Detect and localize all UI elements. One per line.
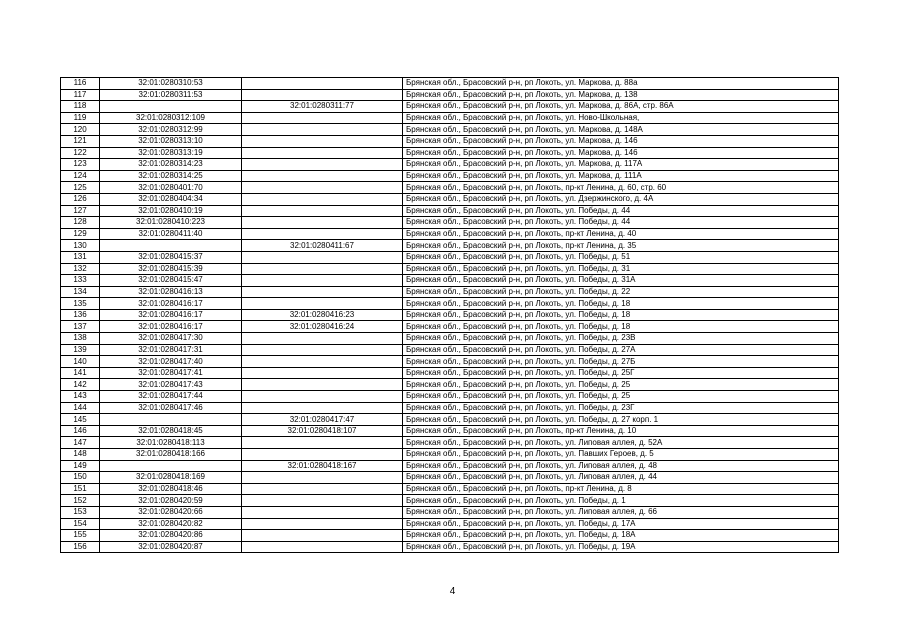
table-row (61, 89, 839, 101)
row-number-cell: 151 (61, 483, 100, 495)
cadastral-number-cell: 32:01:0280410:223 (100, 217, 242, 229)
related-cadastral-number-cell (242, 263, 403, 275)
related-cadastral-number-cell (242, 286, 403, 298)
table-row (61, 286, 839, 298)
related-cadastral-number-cell (242, 275, 403, 287)
related-cadastral-number-cell (242, 449, 403, 461)
address-cell: Брянская обл., Брасовский р-н, рп Локоть, ул. Маркова, д. 148А (403, 124, 839, 136)
related-cadastral-number-cell: 32:01:0280311:77 (242, 101, 403, 113)
related-cadastral-number-cell (242, 344, 403, 356)
related-cadastral-number-cell (242, 506, 403, 518)
address-cell: Брянская обл., Брасовский р-н, рп Локоть, ул. Победы, д. 51 (403, 251, 839, 263)
row-number-cell: 154 (61, 518, 100, 530)
table-row (61, 159, 839, 171)
cadastral-number-cell: 32:01:0280415:37 (100, 251, 242, 263)
related-cadastral-number-cell (242, 472, 403, 484)
related-cadastral-number-cell (242, 124, 403, 136)
table-row (61, 263, 839, 275)
address-cell: Брянская обл., Брасовский р-н, рп Локоть, ул. Победы, д. 22 (403, 286, 839, 298)
cadastral-number-cell: 32:01:0280420:87 (100, 541, 242, 553)
row-number-cell: 140 (61, 356, 100, 368)
address-cell: Брянская обл., Брасовский р-н, рп Локоть, ул. Победы, д. 31А (403, 275, 839, 287)
cadastral-number-cell: 32:01:0280417:41 (100, 367, 242, 379)
table-row (61, 321, 839, 333)
table-row (61, 483, 839, 495)
related-cadastral-number-cell (242, 437, 403, 449)
address-cell: Брянская обл., Брасовский р-н, рп Локоть, ул. Липовая аллея, д. 66 (403, 506, 839, 518)
cadastral-number-cell: 32:01:0280411:40 (100, 228, 242, 240)
table-row (61, 101, 839, 113)
address-cell: Брянская обл., Брасовский р-н, рп Локоть, ул. Липовая аллея, д. 52А (403, 437, 839, 449)
cadastral-number-cell: 32:01:0280416:17 (100, 321, 242, 333)
related-cadastral-number-cell (242, 483, 403, 495)
table-row (61, 309, 839, 321)
row-number-cell: 135 (61, 298, 100, 310)
row-number-cell: 137 (61, 321, 100, 333)
cadastral-number-cell: 32:01:0280417:44 (100, 391, 242, 403)
related-cadastral-number-cell: 32:01:0280416:23 (242, 309, 403, 321)
table-row (61, 367, 839, 379)
row-number-cell: 145 (61, 414, 100, 426)
cadastral-number-cell (100, 460, 242, 472)
row-number-cell: 126 (61, 193, 100, 205)
address-cell: Брянская обл., Брасовский р-н, рп Локоть, ул. Победы, д. 18 (403, 309, 839, 321)
address-cell: Брянская обл., Брасовский р-н, рп Локоть, пр-кт Ленина, д. 40 (403, 228, 839, 240)
row-number-cell: 132 (61, 263, 100, 275)
table-row (61, 437, 839, 449)
table-row (61, 344, 839, 356)
row-number-cell: 134 (61, 286, 100, 298)
cadastral-number-cell (100, 414, 242, 426)
table-row (61, 460, 839, 472)
related-cadastral-number-cell (242, 495, 403, 507)
address-cell: Брянская обл., Брасовский р-н, рп Локоть, пр-кт Ленина, д. 8 (403, 483, 839, 495)
row-number-cell: 127 (61, 205, 100, 217)
address-cell: Брянская обл., Брасовский р-н, рп Локоть, ул. Павших Героев, д. 5 (403, 449, 839, 461)
table-row (61, 495, 839, 507)
row-number-cell: 139 (61, 344, 100, 356)
table-row (61, 541, 839, 553)
related-cadastral-number-cell (242, 367, 403, 379)
row-number-cell: 148 (61, 449, 100, 461)
related-cadastral-number-cell (242, 518, 403, 530)
related-cadastral-number-cell: 32:01:0280418:167 (242, 460, 403, 472)
cadastral-number-cell: 32:01:0280416:17 (100, 309, 242, 321)
related-cadastral-number-cell: 32:01:0280417:47 (242, 414, 403, 426)
related-cadastral-number-cell (242, 391, 403, 403)
cadastral-number-cell: 32:01:0280401:70 (100, 182, 242, 194)
address-cell: Брянская обл., Брасовский р-н, рп Локоть, ул. Победы, д. 27А (403, 344, 839, 356)
address-cell: Брянская обл., Брасовский р-н, рп Локоть, ул. Победы, д. 23В (403, 333, 839, 345)
table-row (61, 402, 839, 414)
address-cell: Брянская обл., Брасовский р-н, рп Локоть, пр-кт Ленина, д. 60, стр. 60 (403, 182, 839, 194)
related-cadastral-number-cell (242, 193, 403, 205)
row-number-cell: 129 (61, 228, 100, 240)
related-cadastral-number-cell: 32:01:0280418:107 (242, 425, 403, 437)
table-row (61, 275, 839, 287)
related-cadastral-number-cell (242, 89, 403, 101)
table-row (61, 298, 839, 310)
row-number-cell: 147 (61, 437, 100, 449)
cadastral-number-cell: 32:01:0280410:19 (100, 205, 242, 217)
address-cell: Брянская обл., Брасовский р-н, рп Локоть, пр-кт Ленина, д. 35 (403, 240, 839, 252)
table-row (61, 518, 839, 530)
related-cadastral-number-cell (242, 159, 403, 171)
address-cell: Брянская обл., Брасовский р-н, рп Локоть, ул. Маркова, д. 138 (403, 89, 839, 101)
table-row (61, 78, 839, 90)
cadastral-number-cell: 32:01:0280404:34 (100, 193, 242, 205)
related-cadastral-number-cell (242, 228, 403, 240)
cadastral-number-cell: 32:01:0280420:59 (100, 495, 242, 507)
cadastral-number-cell: 32:01:0280417:43 (100, 379, 242, 391)
address-cell: Брянская обл., Брасовский р-н, рп Локоть, ул. Липовая аллея, д. 44 (403, 472, 839, 484)
cadastral-table (60, 77, 839, 553)
related-cadastral-number-cell (242, 147, 403, 159)
table-row (61, 414, 839, 426)
row-number-cell: 144 (61, 402, 100, 414)
address-cell: Брянская обл., Брасовский р-н, рп Локоть, ул. Маркова, д. 88а (403, 78, 839, 90)
address-cell: Брянская обл., Брасовский р-н, рп Локоть, ул. Победы, д. 27Б (403, 356, 839, 368)
related-cadastral-number-cell (242, 78, 403, 90)
table-row (61, 391, 839, 403)
table-row (61, 135, 839, 147)
address-cell: Брянская обл., Брасовский р-н, рп Локоть, пр-кт Ленина, д. 10 (403, 425, 839, 437)
address-cell: Брянская обл., Брасовский р-н, рп Локоть, ул. Дзержинского, д. 4А (403, 193, 839, 205)
address-cell: Брянская обл., Брасовский р-н, рп Локоть, ул. Победы, д. 44 (403, 205, 839, 217)
cadastral-number-cell (100, 240, 242, 252)
row-number-cell: 125 (61, 182, 100, 194)
address-cell: Брянская обл., Брасовский р-н, рп Локоть, ул. Победы, д. 17А (403, 518, 839, 530)
table-row (61, 147, 839, 159)
row-number-cell: 156 (61, 541, 100, 553)
related-cadastral-number-cell (242, 298, 403, 310)
related-cadastral-number-cell (242, 379, 403, 391)
cadastral-number-cell: 32:01:0280418:46 (100, 483, 242, 495)
related-cadastral-number-cell (242, 112, 403, 124)
table-row (61, 425, 839, 437)
row-number-cell: 119 (61, 112, 100, 124)
address-cell: Брянская обл., Брасовский р-н, рп Локоть, ул. Победы, д. 18 (403, 298, 839, 310)
row-number-cell: 149 (61, 460, 100, 472)
table-row (61, 193, 839, 205)
row-number-cell: 150 (61, 472, 100, 484)
table-row (61, 240, 839, 252)
row-number-cell: 123 (61, 159, 100, 171)
cadastral-number-cell: 32:01:0280314:23 (100, 159, 242, 171)
table-row (61, 472, 839, 484)
row-number-cell: 143 (61, 391, 100, 403)
cadastral-number-cell: 32:01:0280420:66 (100, 506, 242, 518)
related-cadastral-number-cell (242, 402, 403, 414)
cadastral-number-cell: 32:01:0280417:31 (100, 344, 242, 356)
row-number-cell: 136 (61, 309, 100, 321)
address-cell: Брянская обл., Брасовский р-н, рп Локоть, ул. Победы, д. 23Г (403, 402, 839, 414)
cadastral-number-cell: 32:01:0280415:47 (100, 275, 242, 287)
row-number-cell: 133 (61, 275, 100, 287)
table-row (61, 112, 839, 124)
address-cell: Брянская обл., Брасовский р-н, рп Локоть, ул. Маркова, д. 146 (403, 135, 839, 147)
cadastral-number-cell: 32:01:0280310:53 (100, 78, 242, 90)
row-number-cell: 152 (61, 495, 100, 507)
related-cadastral-number-cell (242, 541, 403, 553)
row-number-cell: 153 (61, 506, 100, 518)
table-row (61, 217, 839, 229)
related-cadastral-number-cell (242, 205, 403, 217)
cadastral-number-cell: 32:01:0280418:113 (100, 437, 242, 449)
row-number-cell: 121 (61, 135, 100, 147)
address-cell: Брянская обл., Брасовский р-н, рп Локоть, ул. Победы, д. 25 (403, 379, 839, 391)
address-cell: Брянская обл., Брасовский р-н, рп Локоть, ул. Маркова, д. 86А, стр. 86А (403, 101, 839, 113)
cadastral-number-cell: 32:01:0280416:13 (100, 286, 242, 298)
table-row (61, 379, 839, 391)
address-cell: Брянская обл., Брасовский р-н, рп Локоть, ул. Липовая аллея, д. 48 (403, 460, 839, 472)
cadastral-number-cell: 32:01:0280418:45 (100, 425, 242, 437)
address-cell: Брянская обл., Брасовский р-н, рп Локоть, ул. Маркова, д. 146 (403, 147, 839, 159)
related-cadastral-number-cell (242, 170, 403, 182)
table-row (61, 333, 839, 345)
address-cell: Брянская обл., Брасовский р-н, рп Локоть, ул. Маркова, д. 111А (403, 170, 839, 182)
cadastral-number-cell: 32:01:0280313:10 (100, 135, 242, 147)
row-number-cell: 146 (61, 425, 100, 437)
related-cadastral-number-cell (242, 217, 403, 229)
related-cadastral-number-cell: 32:01:0280416:24 (242, 321, 403, 333)
cadastral-number-cell: 32:01:0280415:39 (100, 263, 242, 275)
cadastral-number-cell (100, 101, 242, 113)
related-cadastral-number-cell (242, 356, 403, 368)
row-number-cell: 117 (61, 89, 100, 101)
row-number-cell: 131 (61, 251, 100, 263)
row-number-cell: 128 (61, 217, 100, 229)
related-cadastral-number-cell (242, 135, 403, 147)
row-number-cell: 116 (61, 78, 100, 90)
address-cell: Брянская обл., Брасовский р-н, рп Локоть, ул. Победы, д. 1 (403, 495, 839, 507)
cadastral-number-cell: 32:01:0280311:53 (100, 89, 242, 101)
page-number: 4 (449, 586, 456, 597)
related-cadastral-number-cell: 32:01:0280411:67 (242, 240, 403, 252)
cadastral-number-cell: 32:01:0280417:46 (100, 402, 242, 414)
row-number-cell: 118 (61, 101, 100, 113)
row-number-cell: 124 (61, 170, 100, 182)
table-row (61, 124, 839, 136)
related-cadastral-number-cell (242, 530, 403, 542)
row-number-cell: 142 (61, 379, 100, 391)
row-number-cell: 155 (61, 530, 100, 542)
cadastral-number-cell: 32:01:0280416:17 (100, 298, 242, 310)
cadastral-number-cell: 32:01:0280312:99 (100, 124, 242, 136)
address-cell: Брянская обл., Брасовский р-н, рп Локоть, ул. Победы, д. 27 корп. 1 (403, 414, 839, 426)
table-row (61, 182, 839, 194)
table-row (61, 530, 839, 542)
table-row (61, 205, 839, 217)
table-row (61, 228, 839, 240)
address-cell: Брянская обл., Брасовский р-н, рп Локоть, ул. Ново-Школьная, (403, 112, 839, 124)
table-row (61, 170, 839, 182)
cadastral-number-cell: 32:01:0280420:86 (100, 530, 242, 542)
table-row (61, 251, 839, 263)
row-number-cell: 138 (61, 333, 100, 345)
cadastral-number-cell: 32:01:0280418:169 (100, 472, 242, 484)
cadastral-number-cell: 32:01:0280417:30 (100, 333, 242, 345)
address-cell: Брянская обл., Брасовский р-н, рп Локоть, ул. Победы, д. 25Г (403, 367, 839, 379)
table-row (61, 449, 839, 461)
address-cell: Брянская обл., Брасовский р-н, рп Локоть, ул. Победы, д. 31 (403, 263, 839, 275)
address-cell: Брянская обл., Брасовский р-н, рп Локоть, ул. Победы, д. 44 (403, 217, 839, 229)
cadastral-number-cell: 32:01:0280313:19 (100, 147, 242, 159)
address-cell: Брянская обл., Брасовский р-н, рп Локоть, ул. Победы, д. 25 (403, 391, 839, 403)
cadastral-number-cell: 32:01:0280420:82 (100, 518, 242, 530)
related-cadastral-number-cell (242, 333, 403, 345)
address-cell: Брянская обл., Брасовский р-н, рп Локоть, ул. Победы, д. 18А (403, 530, 839, 542)
cadastral-number-cell: 32:01:0280417:40 (100, 356, 242, 368)
table-row (61, 356, 839, 368)
cadastral-number-cell: 32:01:0280312:109 (100, 112, 242, 124)
cadastral-number-cell: 32:01:0280418:166 (100, 449, 242, 461)
address-cell: Брянская обл., Брасовский р-н, рп Локоть, ул. Победы, д. 18 (403, 321, 839, 333)
address-cell: Брянская обл., Брасовский р-н, рп Локоть, ул. Маркова, д. 117А (403, 159, 839, 171)
row-number-cell: 120 (61, 124, 100, 136)
cadastral-number-cell: 32:01:0280314:25 (100, 170, 242, 182)
related-cadastral-number-cell (242, 251, 403, 263)
related-cadastral-number-cell (242, 182, 403, 194)
row-number-cell: 141 (61, 367, 100, 379)
table-body (61, 78, 839, 553)
row-number-cell: 122 (61, 147, 100, 159)
address-cell: Брянская обл., Брасовский р-н, рп Локоть, ул. Победы, д. 19А (403, 541, 839, 553)
row-number-cell: 130 (61, 240, 100, 252)
table-row (61, 506, 839, 518)
